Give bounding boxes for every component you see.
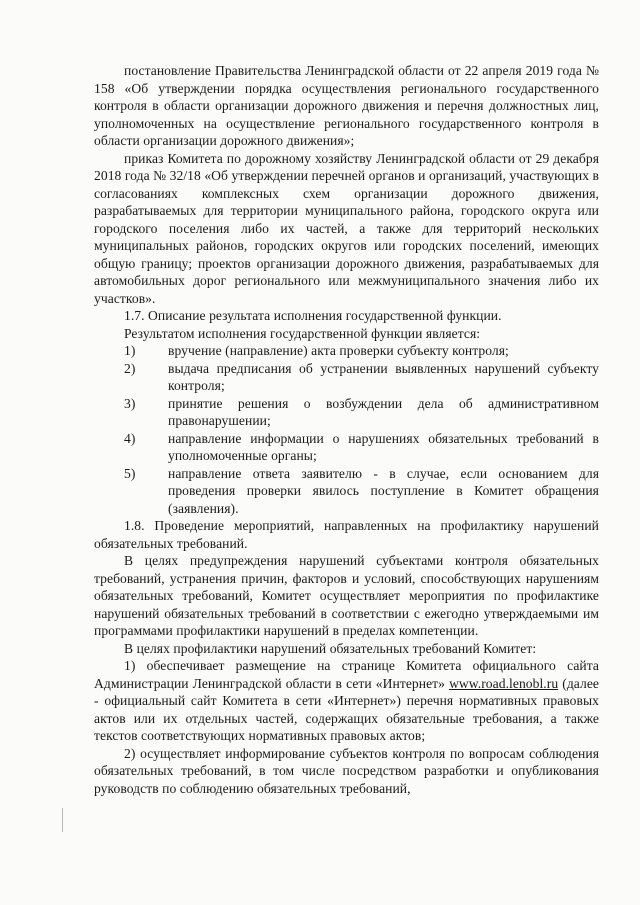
paragraph-order-32-18: приказ Комитета по дорожному хозяйству Ленинградской области от 29 декабря 2018 года № 32/18 «Об утверждении перечней органов и организаций, участвующих в согласованиях комплексных схем организации дорожного движения, разрабатываемых для территории муниципального района, городского округа или городского поселения либо их частей, а также для территорий нескольких муниципальных районов, городских округов или городских поселений, имеющих общую границу; проектов организации дорожного движения, разрабатываемых для автомобильных дорог регионального или межмуниципального значения либо их участков». xyxy=(94,150,599,306)
paragraph-result-intro: Результатом исполнения государственной функции является: xyxy=(124,325,481,341)
paragraph-decree-158: постановление Правительства Ленинградской области от 22 апреля 2019 года № 158 «Об утверждении порядка осуществления регионального государственного контроля в области организации дорожного движения и перечня должностных лиц, уполномоченных на осуществление регионального государственного контроля в области организации дорожного движения»; xyxy=(94,63,599,148)
list-item-text: направление информации о нарушениях обязательных требований в уполномоченные органы; xyxy=(168,430,599,463)
list-item-text: принятие решения о возбуждении дела об административном правонарушении; xyxy=(168,395,599,428)
paragraph-prevention-intro: В целях профилактики нарушений обязательных требований Комитет: xyxy=(124,640,537,656)
list-item xyxy=(94,465,599,518)
list-item-text: вручение (направление) акта проверки субъекту контроля; xyxy=(168,343,509,358)
website-link[interactable]: www.road.lenobl.ru xyxy=(449,675,559,691)
document-body xyxy=(94,62,599,797)
paragraph-website-publication xyxy=(94,657,599,745)
list-item-number: 1) xyxy=(124,343,136,358)
paragraph-section-1-7: 1.7. Описание результата исполнения государственной функции. xyxy=(124,308,502,323)
list-item-number: 2) xyxy=(124,360,136,376)
list-item-number: 5) xyxy=(124,465,136,481)
paragraph-section-1-8: 1.8. Проведение мероприятий, направленных на профилактику нарушений обязательных требований. xyxy=(94,518,599,551)
list-item-text: направление ответа заявителю - в случае, если основанием для проведения проверки явилось поступление в Комитет обращения (заявления). xyxy=(168,465,599,516)
paragraph-text-after-link: (далее - официальный сайт Комитета в сети «Интернет») перечня нормативных правовых актов или их отдельных частей, содержащих обязательные требования, а также текстов соответствующих нормативных правовых актов; xyxy=(94,675,599,743)
list-item-number: 4) xyxy=(124,430,136,446)
scan-margin-mark xyxy=(62,808,63,832)
paragraph-prevention-purpose: В целях предупреждения нарушений субъектами контроля обязательных требований, устранения причин, факторов и условий, способствующих нарушениям обязательных требований, Комитет осуществляет мероприятия по профилактике нарушений обязательных требований в соответствии с ежегодно утверждаемыми им программами профилактики нарушений в пределах компетенции. xyxy=(94,553,599,638)
paragraph-informing: 2) осуществляет информирование субъектов контроля по вопросам соблюдения обязательных требований, в том числе посредством разработки и опубликования руководств по соблюдению обязательных требований, xyxy=(94,745,599,796)
list-item xyxy=(94,342,599,360)
list-item xyxy=(94,360,599,395)
list-item-text: выдача предписания об устранении выявленных нарушений субъекту контроля; xyxy=(168,360,599,393)
list-item xyxy=(94,430,599,465)
list-item xyxy=(94,395,599,430)
list-item-number: 3) xyxy=(124,395,136,411)
paragraph-text-before-link: 1) обеспечивает размещение на странице Комитета официального сайта Администрации Ленинградской области в сети «Интернет» xyxy=(94,658,599,691)
